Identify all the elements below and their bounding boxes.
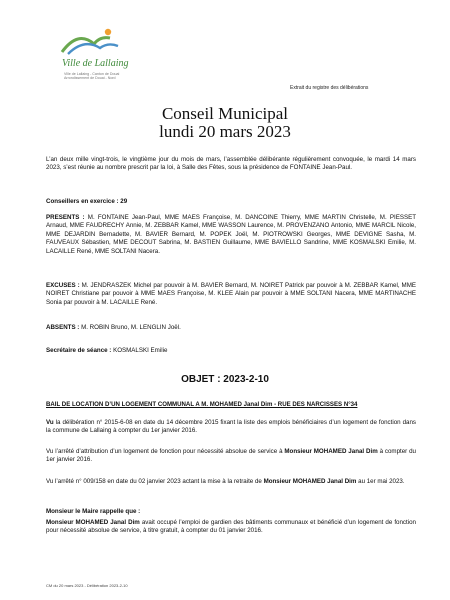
vu-paragraph-3 <box>46 478 416 486</box>
city-logo <box>52 26 132 88</box>
rappel-text: avait occupé l’emploi de gardien des bâtiments communaux et bénéficié d’un logement de fonction pour nécessité absolue de service, à titre gratuit, à compter du 01 janvier 2016. <box>46 519 417 535</box>
logo-name: Ville de Lallaing <box>62 58 129 69</box>
rappel-name: Monsieur MOHAMED Janal Dim <box>46 519 140 526</box>
page-footer: CM du 20 mars 2023 - Délibération 2023-2-10 <box>46 583 128 588</box>
vu-text-1: la délibération n° 2015-6-08 en date du 14 décembre 2015 fixant la liste des emplois bénéficiaires d’un logement de fonction dans la commune de Lallaing à compter du 1er janvier 2016. <box>46 419 416 435</box>
vu-text-2-pre: Vu l’arrêté d’attribution d’un logement de fonction pour nécessité absolue de service à <box>46 448 285 455</box>
objet-heading: OBJET : 2023-2-10 <box>181 374 269 385</box>
presents-label: PRESENTS : <box>46 214 85 221</box>
absents-label: ABSENTS : <box>46 324 80 331</box>
vu-text-3-name: Monsieur MOHAMED Janal Dim <box>263 478 357 485</box>
bail-heading: BAIL DE LOCATION D’UN LOGEMENT COMMUNAL A M. MOHAMED Janal Dim - RUE DES NARCISSES N°34 <box>46 401 358 408</box>
excuses-label: EXCUSES : <box>46 282 80 289</box>
vu-text-3-pre: Vu l’arrêté n° 009/158 en date du 02 janvier 2023 actant la mise à la retraite de <box>46 478 264 485</box>
conseillers-count: Conseillers en exercice : 29 <box>46 198 128 205</box>
vu-text-3-post: au 1er mai 2023. <box>356 478 405 485</box>
page-title: Conseil Municipal <box>161 104 289 123</box>
excuses-paragraph <box>46 282 416 307</box>
vu-text-2-name: Monsieur MOHAMED Janal Dim <box>284 448 378 455</box>
rappel-heading: Monsieur le Maire rappelle que : <box>46 508 141 515</box>
absents-list: M. ROBIN Bruno, M. LENGLIN Joël. <box>79 324 181 331</box>
secretaire-label: Secrétaire de séance : <box>46 347 112 354</box>
vu-paragraph-1 <box>46 419 416 436</box>
extract-label: Extrait du registre des délibérations <box>290 85 369 91</box>
absents-paragraph <box>46 324 416 332</box>
presents-list: M. FONTAINE Jean-Paul, MME MAES Françoise, M. DANCOINE Thierry, MME MARTIN Christelle, M. PIESSET Arnaud, MME FAUDRECHY Annie, M. ZEBBAR Kamel, MME WASSON Laurence, M. PROVENZANO Antonio, MME MARCIL Nicole, MME DEJARDIN Bernadette, M. BAVIER Bernard, M. POPEK Joël, M. PIOTROWSKI Georges, MME DEVIGNE Sasha, M. FAUVEAUX Sébastien, MME DECOUT Sabrina, M. BASTIEN Guillaume, MME BAVIELLO Sandrine, MME KOSMALSKI Emilie, M. LACAILLE René, MME SOLTANI Nacera. <box>46 214 416 255</box>
meeting-date: lundi 20 mars 2023 <box>159 122 291 141</box>
secretaire-name: KOSMALSKI Emilie <box>111 347 168 354</box>
logo-tagline <box>64 72 119 81</box>
rappel-paragraph <box>46 519 416 536</box>
logo-tagline-2: Arrondissement de Douai - Nord <box>64 76 116 81</box>
logo-tagline-1: Ville de Lallaing - Canton de Douai <box>64 72 120 76</box>
vu-paragraph-2 <box>46 448 416 465</box>
vu-text-2-post: à compter du 1er janvier 2016. <box>46 448 416 464</box>
presents-paragraph <box>46 214 416 256</box>
secretaire-paragraph <box>46 347 416 355</box>
intro-paragraph: L’an deux mille vingt-trois, le vingtième jour du mois de mars, l’assemblée délibérante régulièrement convoquée, le mardi 14 mars 2023, s’est réunie au nombre prescrit par la loi, à Salle des Fêtes, sous la présidence de FONTAINE Jean-Paul. <box>46 156 416 172</box>
logo-hills-icon <box>60 26 120 56</box>
vu-label: Vu <box>46 419 54 426</box>
excuses-list: M. JENDRASZEK Michel par pouvoir à M. BAVIER Bernard, M. NOIRET Patrick par pouvoir à M. ZEBBAR Kamel, MME NOIRET Christiane par pouvoir à MME MAES Françoise, M. KLEE Alain par pouvoir à MME SOLTANI Nacera, MME MARTINACHE Sonia par pouvoir à M. LACAILLE René. <box>46 282 416 306</box>
